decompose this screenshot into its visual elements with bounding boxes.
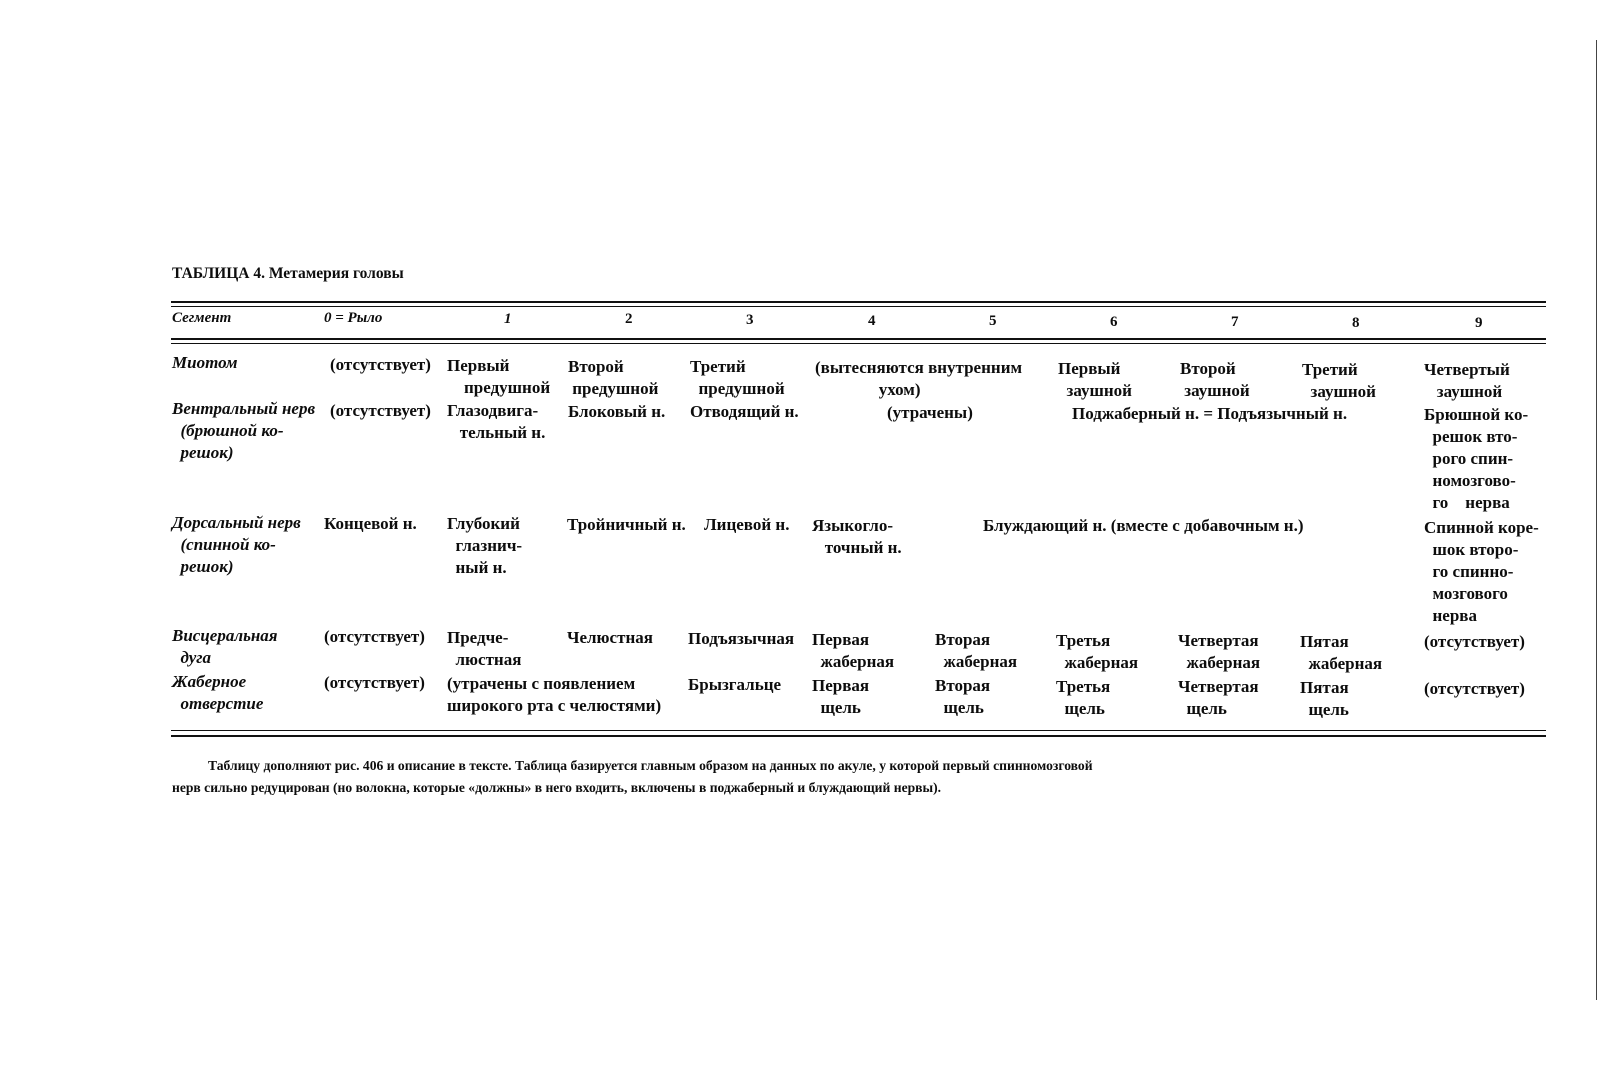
row-label-myotome: Миотом (172, 353, 238, 372)
cell-myotome-9: Четвертый заушной (1424, 360, 1510, 401)
table-footnote-line-1: Таблицу дополняют рис. 406 и описание в тексте. Таблица базируется главным образом на данных по акуле, у которой первый спинномозговой (208, 758, 1093, 773)
table-bottom-rule (171, 735, 1546, 737)
cell-ventral-0: (отсутствует) (330, 401, 431, 420)
table-caption: ТАБЛИЦА 4. Метамерия головы (172, 265, 404, 282)
header-col-8: 8 (1352, 315, 1360, 331)
table-footnote-line-2: нерв сильно редуцирован (но волокна, которые «должны» в него входить, включены в поджаберный и блуждающий нервы). (172, 780, 942, 795)
cell-visceral-5: Вторая жаберная (935, 630, 1018, 671)
cell-gill-0: (отсутствует) (324, 673, 425, 692)
header-col-4: 4 (868, 313, 876, 329)
cell-dorsal-1: Глубокий глазнич- ный н. (447, 514, 523, 577)
cell-visceral-1: Предче- люстная (447, 628, 522, 669)
cell-myotome-4-5: (вытесняются внутренним ухом) (815, 358, 1023, 399)
cell-visceral-0: (отсутствует) (324, 627, 425, 646)
table-bottom-rule-inner (171, 730, 1546, 731)
cell-gill-1-2: (утрачены с появлением широкого рта с челюстями) (447, 674, 662, 715)
row-label-visceral-arch: Висцеральная дуга (172, 626, 278, 667)
cell-ventral-9: Брюшной ко- решок вто- рого спин- номозгово- го нерва (1424, 405, 1529, 512)
cell-visceral-3: Подъязычная (688, 629, 795, 648)
cell-ventral-4-5: (утрачены) (887, 403, 973, 422)
cell-dorsal-3: Лицевой н. (704, 515, 790, 534)
cell-gill-9: (отсутствует) (1424, 679, 1525, 698)
cell-ventral-6-8: Поджаберный н. = Подъязычный н. (1072, 404, 1348, 423)
cell-dorsal-2: Тройничный н. (567, 515, 686, 534)
header-col-1: 1 (504, 311, 512, 327)
header-col-0: 0 = Рыло (324, 310, 383, 326)
cell-ventral-2: Блоковый н. (568, 402, 666, 421)
cell-ventral-1: Глазодвига- тельный н. (447, 401, 546, 442)
header-col-6: 6 (1110, 314, 1118, 330)
cell-visceral-2: Челюстная (567, 628, 653, 647)
cell-myotome-8: Третий заушной (1302, 360, 1376, 401)
table-top-rule (171, 301, 1546, 303)
cell-gill-8: Пятая щель (1300, 678, 1349, 719)
cell-dorsal-5-8: Блуждающий н. (вместе с добавочным н.) (983, 516, 1304, 535)
cell-myotome-6: Первый заушной (1058, 359, 1132, 400)
cell-dorsal-9: Спинной коре- шок второ- го спинно- мозгового нерва (1424, 518, 1539, 625)
cell-gill-3: Брызгальце (688, 675, 782, 694)
row-label-ventral-nerve: Вентральный нерв (брюшной ко- решок) (172, 399, 316, 462)
cell-dorsal-0: Концевой н. (324, 514, 417, 533)
cell-myotome-2: Второй предушной (568, 357, 659, 398)
header-segment: Сегмент (172, 310, 232, 326)
cell-ventral-3: Отводящий н. (690, 402, 799, 421)
header-col-7: 7 (1231, 314, 1239, 330)
header-col-9: 9 (1475, 315, 1483, 331)
page-edge-line (1596, 40, 1597, 1000)
header-col-3: 3 (746, 312, 754, 328)
row-label-dorsal-nerve: Дорсальный нерв (спинной ко- решок) (172, 513, 301, 576)
cell-visceral-6: Третья жаберная (1056, 631, 1139, 672)
row-label-gill-slit: Жаберное отверстие (172, 672, 264, 713)
cell-myotome-3: Третий предушной (690, 357, 785, 398)
cell-myotome-7: Второй заушной (1180, 359, 1250, 400)
cell-visceral-9: (отсутствует) (1424, 632, 1525, 651)
cell-myotome-1: Первый предушной (447, 356, 551, 397)
cell-gill-4: Первая щель (812, 676, 870, 717)
cell-dorsal-4: Языкогло- точный н. (812, 516, 902, 557)
cell-visceral-4: Первая жаберная (812, 630, 895, 671)
cell-visceral-7: Четвертая жаберная (1178, 631, 1261, 672)
cell-myotome-0: (отсутствует) (330, 355, 431, 374)
cell-gill-7: Четвертая щель (1178, 677, 1259, 718)
cell-visceral-8: Пятая жаберная (1300, 632, 1383, 673)
header-bottom-rule (171, 338, 1546, 340)
header-bottom-rule-inner (171, 343, 1546, 344)
cell-gill-6: Третья щель (1056, 677, 1111, 718)
cell-gill-5: Вторая щель (935, 676, 991, 717)
header-col-5: 5 (989, 313, 997, 329)
header-col-2: 2 (625, 311, 633, 327)
